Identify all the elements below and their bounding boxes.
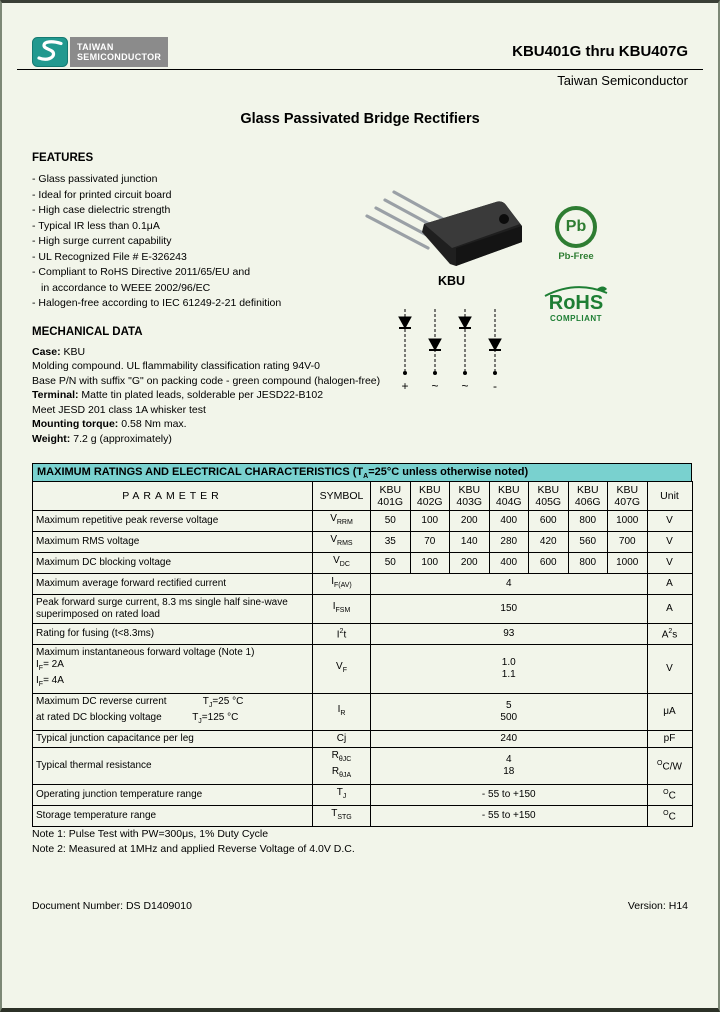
package-drawing-icon	[364, 186, 539, 271]
table-cell: - 55 to +150	[371, 784, 648, 805]
table-cell: KBU 403G	[450, 482, 490, 511]
table-cell: $I_{F(AV)}$	[313, 574, 371, 595]
mechanical-line: Mounting torque: 0.58 Nm max.	[32, 418, 187, 430]
table-cell: $^O$C/W	[647, 747, 692, 784]
table-header-row	[33, 482, 693, 511]
rohs-title: RoHS	[548, 292, 604, 314]
company-name: Taiwan Semiconductor	[557, 73, 688, 88]
table-cell: Maximum instantaneous forward voltage (Note 1) $I_F= 2A$ $I_F= 4A$	[33, 644, 313, 693]
table-cell: $V_{RRM}$	[313, 511, 371, 532]
table-row	[33, 532, 693, 553]
table-cell: $A^2s$	[647, 624, 692, 644]
table-row	[33, 574, 693, 595]
terminal-label-ac2: ~	[461, 379, 469, 393]
table-cell: pF	[647, 730, 692, 747]
mechanical-heading: MECHANICAL DATA	[32, 325, 143, 338]
rohs-badge	[540, 284, 612, 323]
table-cell: 200	[450, 511, 490, 532]
table-cell: 800	[568, 511, 608, 532]
table-row	[33, 730, 693, 747]
table-row	[33, 624, 693, 644]
ratings-table-title: MAXIMUM RATINGS AND ELECTRICAL CHARACTERISTICS ($T_A=25^\circ C$ unless otherwise noted)	[32, 463, 692, 481]
table-cell: 420	[529, 532, 569, 553]
feature-item: - UL Recognized File # E-326243	[32, 250, 187, 263]
logo-text-taiwan: TAIWAN	[77, 41, 114, 52]
header-divider	[17, 69, 703, 70]
table-cell: 600	[529, 553, 569, 574]
table-cell: KBU 404G	[489, 482, 529, 511]
mechanical-line: Case: KBU	[32, 345, 86, 358]
table-cell: Typical thermal resistance	[33, 747, 313, 784]
feature-item: - High case dielectric strength	[32, 204, 171, 216]
table-row	[33, 784, 693, 805]
table-cell: 35	[371, 532, 411, 553]
note-2: Note 2: Measured at 1MHz and applied Reverse Voltage of 4.0V D.C.	[32, 842, 355, 855]
table-cell: $V_F$	[313, 644, 371, 693]
mechanical-line: Molding compound. UL flammability classification rating 94V-0	[32, 360, 320, 372]
table-cell: $I_R$	[313, 693, 371, 730]
table-cell: $I_{FSM}$	[313, 595, 371, 624]
table-cell: SYMBOL	[313, 482, 371, 511]
table-cell: Typical junction capacitance per leg	[33, 730, 313, 747]
table-cell: KBU 402G	[410, 482, 450, 511]
kbu-package-image	[364, 186, 539, 276]
terminal-label-ac1: ~	[431, 379, 439, 393]
table-cell: 800	[568, 553, 608, 574]
feature-item: - Compliant to RoHS Directive 2011/65/EU and	[32, 266, 251, 278]
table-cell: A	[647, 595, 692, 624]
company-logo	[32, 37, 168, 67]
table-cell: A	[647, 574, 692, 595]
table-cell: 4	[371, 574, 648, 595]
table-cell: KBU 407G	[608, 482, 648, 511]
table-cell: Operating junction temperature range	[33, 784, 313, 805]
part-number-range: KBU401G thru KBU407G	[512, 43, 688, 60]
table-cell: 560	[568, 532, 608, 553]
table-cell: Storage temperature range	[33, 805, 313, 826]
mechanical-data-section	[32, 326, 432, 447]
rohs-compliant-label: COMPLIANT	[549, 314, 603, 323]
mechanical-line: Weight: 7.2 g (approximately)	[32, 432, 172, 445]
table-cell: PARAMETER	[33, 482, 313, 511]
table-cell: Unit	[647, 482, 692, 511]
table-cell: $T_J$	[313, 784, 371, 805]
table-cell: 93	[371, 624, 648, 644]
ratings-table-section	[32, 463, 692, 827]
table-cell: 1.0 1.1	[371, 644, 648, 693]
note-1: Note 1: Pulse Test with PW=300μs, 1% Duty Cycle	[32, 827, 269, 840]
table-cell: 140	[450, 532, 490, 553]
table-cell: 400	[489, 553, 529, 574]
table-cell: V	[647, 532, 692, 553]
table-row	[33, 511, 693, 532]
table-cell: 1000	[608, 553, 648, 574]
table-cell: $^O$C	[647, 805, 692, 826]
table-cell: Maximum RMS voltage	[33, 532, 313, 553]
feature-item: - Ideal for printed circuit board	[32, 188, 172, 201]
table-cell: V	[647, 511, 692, 532]
table-cell: 240	[371, 730, 648, 747]
features-heading: FEATURES	[32, 152, 94, 164]
table-cell: Maximum repetitive peak reverse voltage	[33, 511, 313, 532]
table-cell: μA	[647, 693, 692, 730]
version-label: Version: H14	[627, 900, 688, 912]
footer	[32, 900, 688, 912]
table-cell: KBU 401G	[371, 482, 411, 511]
table-cell: 200	[450, 553, 490, 574]
table-row	[33, 644, 693, 693]
table-cell: 1000	[608, 511, 648, 532]
header	[32, 37, 688, 67]
page-title: Glass Passivated Bridge Rectifiers	[240, 111, 480, 127]
table-row	[33, 693, 693, 730]
table-cell: - 55 to +150	[371, 805, 648, 826]
package-name-label: KBU	[437, 274, 466, 288]
table-cell: Maximum DC blocking voltage	[33, 553, 313, 574]
table-cell: 700	[608, 532, 648, 553]
table-cell: 100	[410, 553, 450, 574]
mechanical-line: Terminal: Matte tin plated leads, solderable per JESD22-B102	[32, 389, 324, 401]
table-cell: 280	[489, 532, 529, 553]
ts-logo-icon	[32, 37, 68, 67]
table-cell: 50	[371, 553, 411, 574]
bridge-schematic	[390, 299, 510, 399]
feature-item: - Halogen-free according to IEC 61249-2-21 definition	[32, 297, 282, 309]
table-cell: 100	[410, 511, 450, 532]
table-cell: Maximum DC reverse current $T_J=25$ °C at rated DC blocking voltage $T_J=125$ °C	[33, 693, 313, 730]
mechanical-line: Meet JESD 201 class 1A whisker test	[32, 403, 206, 416]
table-row	[33, 805, 693, 826]
feature-item: - High surge current capability	[32, 235, 172, 247]
table-cell: 5 500	[371, 693, 648, 730]
table-cell: $^O$C	[647, 784, 692, 805]
pbfree-badge	[548, 206, 604, 262]
feature-item: - Typical IR less than 0.1μA	[32, 219, 160, 232]
table-cell: Peak forward surge current, 8.3 ms single half sine-wave superimposed on rated load	[33, 595, 313, 624]
ratings-table-body	[33, 482, 693, 826]
table-cell: $V_{DC}$	[313, 553, 371, 574]
pbfree-icon: Pb	[555, 206, 597, 248]
table-cell: Rating for fusing (t<8.3ms)	[33, 624, 313, 644]
feature-item: - Glass passivated junction	[32, 173, 158, 185]
table-cell: 600	[529, 511, 569, 532]
table-cell: $T_{STG}$	[313, 805, 371, 826]
table-cell: 4 18	[371, 747, 648, 784]
table-cell: V	[647, 644, 692, 693]
logo-wordmark	[70, 37, 168, 67]
table-cell: 150	[371, 595, 648, 624]
pbfree-label: Pb-Free	[558, 251, 594, 262]
table-row	[33, 553, 693, 574]
table-row	[33, 595, 693, 624]
table-cell: V	[647, 553, 692, 574]
logo-text-semiconductor: SEMICONDUCTOR	[77, 52, 162, 62]
terminal-label-plus: +	[401, 379, 409, 393]
table-cell: $V_{RMS}$	[313, 532, 371, 553]
table-cell: 70	[410, 532, 450, 553]
bridge-schematic-icon	[390, 299, 510, 394]
table-cell: $R_{\theta JC}$ $R_{\theta JA}$	[313, 747, 371, 784]
table-cell: KBU 405G	[529, 482, 569, 511]
table-cell: 400	[489, 511, 529, 532]
mechanical-line: Base P/N with suffix "G" on packing code - green compound (halogen-free)	[32, 374, 381, 387]
table-cell: $I^2t$	[313, 624, 371, 644]
table-cell: Cj	[313, 730, 371, 747]
table-row	[33, 747, 693, 784]
ratings-table	[32, 481, 693, 826]
feature-item-continuation: in accordance to WEEE 2002/96/EC	[41, 281, 211, 294]
document-number: Document Number: DS D1409010	[32, 900, 192, 912]
table-cell: 50	[371, 511, 411, 532]
table-cell: KBU 406G	[568, 482, 608, 511]
terminal-label-minus: -	[493, 379, 497, 393]
features-section	[32, 152, 377, 312]
table-cell: Maximum average forward rectified current	[33, 574, 313, 595]
